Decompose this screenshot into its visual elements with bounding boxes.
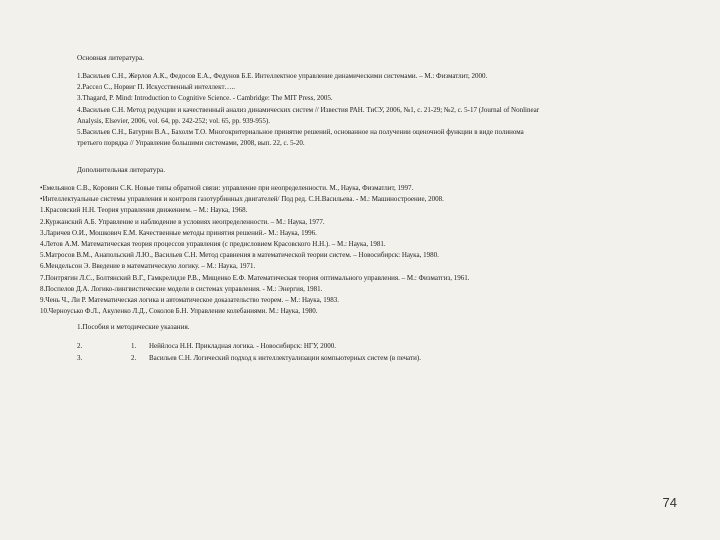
list-item: 2.Рассел С., Норвиг П. Искусственный интеллект….. xyxy=(77,83,236,92)
list-item: 9.Чень Ч., Ли Р. Математическая логика и автоматическое доказательство теорем. – М.: Наука, 1983. xyxy=(40,296,339,305)
list-item: •Интеллектуальные системы управления и контроля газотурбинных двигателей/ Под ред. С.Н.Васильева. - М.: Машиностроение, 2008. xyxy=(40,195,444,204)
manuals-list xyxy=(77,341,421,364)
inner-number: 2. xyxy=(131,353,137,362)
list-item: 3.Thagard, P. Mind: Introduction to Cognitive Science. - Cambridge: The MIT Press, 2005. xyxy=(77,94,333,103)
extra-literature-list xyxy=(40,183,680,317)
list-item: 7.Понтрягин Л.С., Болтянский В.Г., Гамкрелидзе Р.В., Мищенко Е.Ф. Математическая теория оптимального управления. – М.: Физматгиз, 1961. xyxy=(40,273,470,282)
list-item: 8.Поспелов Д.А. Логико-лингвистические модели в системах управления. - М.: Энергия, 1981. xyxy=(40,284,323,293)
main-literature-list xyxy=(77,71,687,149)
list-item: 6.Мендельсон Э. Введение в математическую логику. – М.: Наука, 1971. xyxy=(40,262,256,271)
list-item: 4.Летов А.М. Математическая теория процессов управления (с предисловием Красовского Н.Н.). – М.: Наука, 1981. xyxy=(40,240,386,249)
list-item: 2.Куржанский А.Б. Управление и наблюдение в условиях неопределенности. – М.: Наука, 1977. xyxy=(40,217,325,226)
manuals-heading: 1.Пособия и методические указания. xyxy=(77,323,190,331)
list-item: 10.Черноусько Ф.Л., Акуленко Л.Д., Соколов Б.Н. Управление колебаниями. М.: Наука, 1980. xyxy=(40,307,318,316)
list-item: 4.Васильев С.Н. Метод редукции и качественный анализ динамических систем // Известия РАН. ТиСУ, 2006, №1, с. 21-29; №2, с. 5-17 (Journal of Nonlinear xyxy=(77,105,540,114)
list-item xyxy=(77,353,421,365)
main-literature-heading: Основная литература. xyxy=(77,54,144,62)
manual-text: Васильев С.Н. Логический подход к интеллектуализации компьютерных систем (в печати). xyxy=(149,353,421,362)
outer-number: 3. xyxy=(77,353,83,362)
manual-text: Неййлоса Н.Н. Прикладная логика. - Новосибирск: НГУ, 2000. xyxy=(149,342,337,350)
outer-number: 2. xyxy=(77,342,83,350)
page-number: 74 xyxy=(662,495,677,510)
list-item: третьего порядка // Управление большими системами, 2008, вып. 22, с. 5-20. xyxy=(77,139,305,148)
list-item: 1.Красовский Н.Н. Теория управления движением. – М.: Наука, 1968. xyxy=(40,206,248,215)
list-item xyxy=(77,341,421,353)
list-item: 5.Васильев С.Н., Батурин В.А., Бахолм Т.О. Многокритериальное принятие решений, основанное на получении оценочной функции в виде полинома xyxy=(77,128,524,137)
list-item: 1.Васильев С.Н., Жерлов А.К., Федосов Е.А., Федунов Б.Е. Интеллектное управление динамическими системами. – М.: Физматлит, 2000. xyxy=(77,72,488,80)
list-item: 3.Ларичев О.И., Мошкович Е.М. Качественные методы принятия решений.- М.: Наука, 1996. xyxy=(40,228,317,237)
list-item: •Емельянов С.В., Коровин С.К. Новые типы обратной связи: управление при неопределенности. М., Наука, Физматлит, 1997. xyxy=(40,184,414,192)
list-item: 5.Матросов В.М., Анапольский Л.Ю., Васильев С.Н. Метод сравнения в математической теории систем. – Новосибирск: Наука, 1980. xyxy=(40,251,439,260)
extra-literature-heading: Дополнительная литература. xyxy=(77,166,166,174)
inner-number: 1. xyxy=(131,342,137,350)
list-item: Analysis, Elsevier, 2006, vol. 64, pp. 242-252; vol. 65, pp. 939-955). xyxy=(77,116,270,125)
